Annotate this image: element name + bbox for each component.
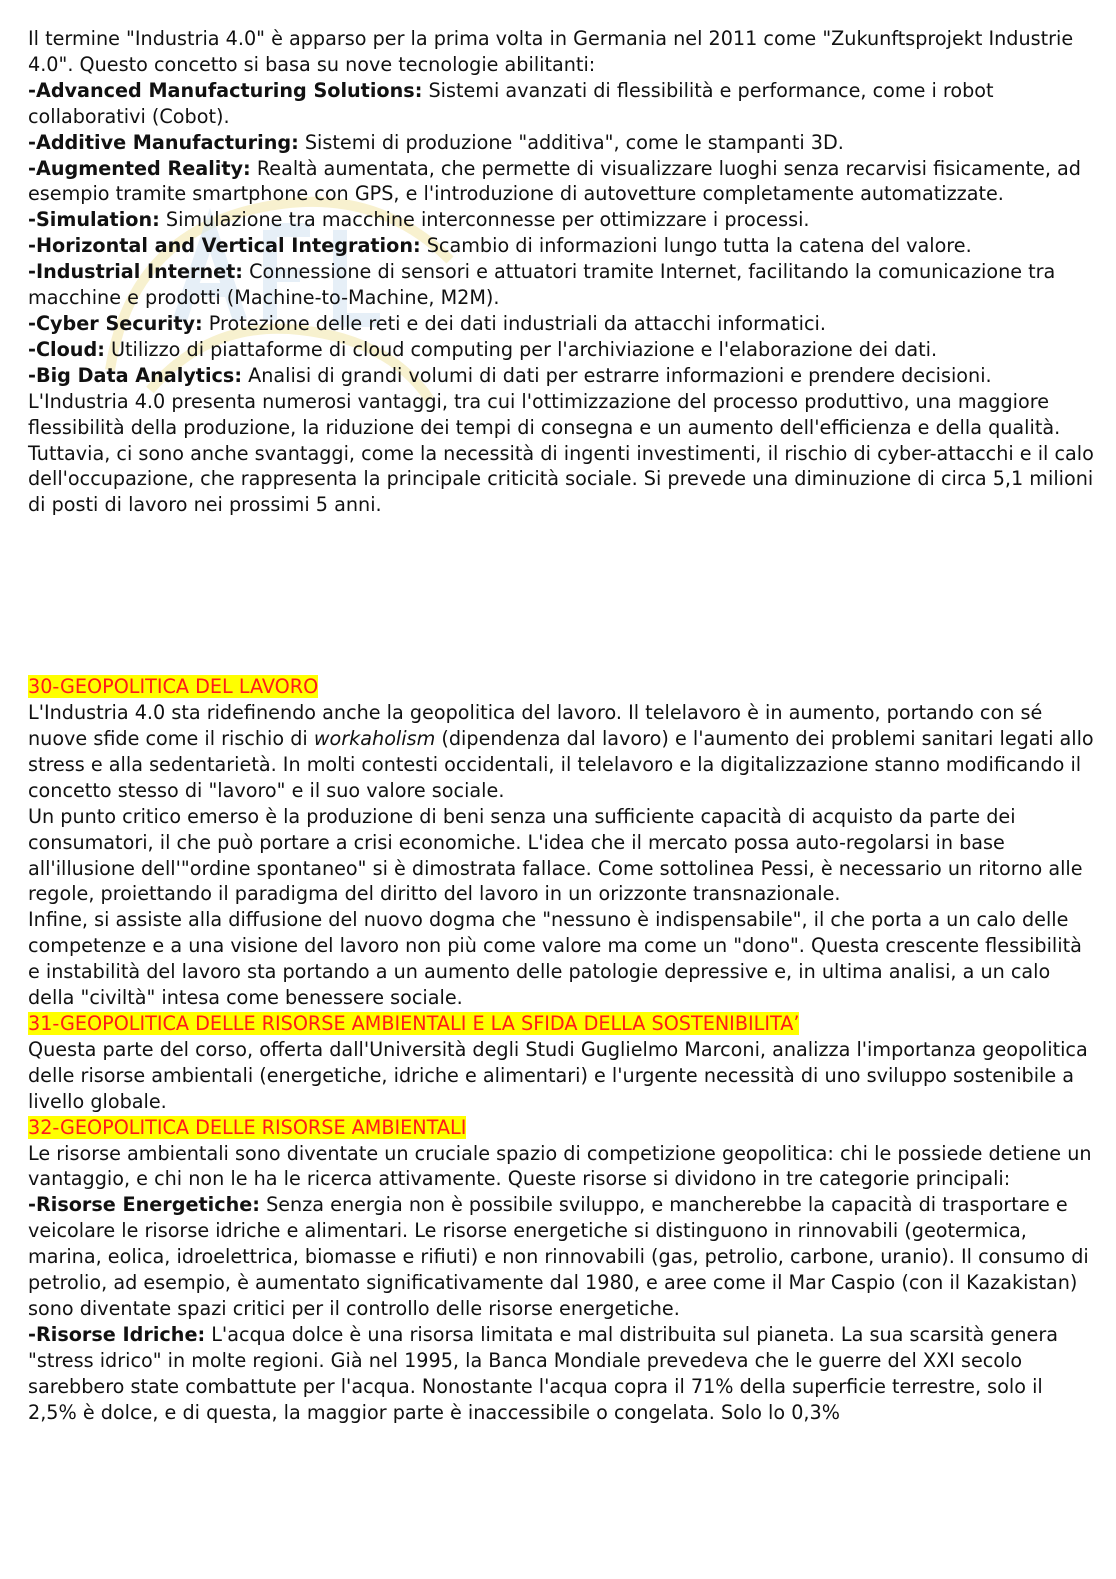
section-heading: 32-GEOPOLITICA DELLE RISORSE AMBIENTALI (28, 1115, 467, 1139)
section-heading: 31-GEOPOLITICA DELLE RISORSE AMBIENTALI E LA SFIDA DELLA SOSTENIBILITA’ (28, 1012, 800, 1035)
section-30-paragraph-1 (28, 700, 1094, 804)
tech-term: -Augmented Reality: (28, 156, 251, 180)
tech-item (28, 156, 1094, 208)
tech-text: Connessione di sensori e attuatori tramite Internet, facilitando la comunicazione tra macchine e prodotti (Machine-to-Machine, M2M). (28, 260, 1056, 310)
document-page (28, 26, 1094, 1426)
paragraph-text: (dipendenza dal lavoro) e l'aumento dei problemi sanitari legati allo stress e alla sedentarietà. In molti contesti occidentali, il telelavoro e la digitalizzazione stanno modificando il concetto stesso di "lavoro" e il suo valore sociale. (28, 727, 1094, 802)
tech-text: Sistemi di produzione "additiva", come le stampanti 3D. (298, 130, 844, 154)
section-heading: 30-GEOPOLITICA DEL LAVORO (28, 675, 319, 699)
section-31-heading-line (28, 1011, 1094, 1037)
tech-text: Simulazione tra macchine interconnesse per ottimizzare i processi. (159, 208, 810, 232)
paragraph-text: L'Industria 4.0 sta ridefinendo anche la geopolitica del lavoro. Il telelavoro è in aumento, portando con sé nuove sfide come il rischio di (28, 701, 1043, 751)
tech-text: Protezione delle reti e dei dati industriali da attacchi informatici. (202, 311, 826, 335)
intro-paragraph: Il termine "Industria 4.0" è apparso per la prima volta in Germania nel 2011 come "Zukunftsprojekt Industrie 4.0". Questo concetto si basa su nove tecnologie abilitanti: (28, 27, 1074, 76)
blank-gap (28, 518, 1094, 674)
tech-term: -Big Data Analytics: (28, 363, 243, 387)
section-30-paragraph-2: Un punto critico emerso è la produzione di beni senza una sufficiente capacità di acquisto da parte dei consumatori, il che può portare a crisi economiche. L'idea che il mercato possa auto-regolarsi in base all'illusione dell'"ordine spontaneo" si è dimostrata fallace. Come sottolinea Pessi, è necessario un ritorno alle regole, proiettando il paradigma del diritto del lavoro in un orizzonte transnazionale. (28, 804, 1083, 906)
tech-term: -Simulation: (28, 208, 160, 232)
water-item (28, 1322, 1094, 1426)
energy-text: Senza energia non è possibile sviluppo, e mancherebbe la capacità di trasportare e veicolare le risorse idriche e alimentari. Le risorse energetiche si distinguono in rinnovabili (geotermica, marina, eolica, idroelettrica, biomasse e rifiuti) e non rinnovabili (gas, petrolio, carbone, uranio). Il consumo di petrolio, ad esempio, è aumentato significativamente dal 1980, e aree come il Mar Caspio (con il Kazakistan) sono diventate spazi critici per il controllo delle risorse energetiche. (28, 1193, 1089, 1320)
tech-item (28, 130, 1094, 156)
advantages-paragraph: L'Industria 4.0 presenta numerosi vantaggi, tra cui l'ottimizzazione del processo produttivo, una maggiore flessibilità della produzione, la riduzione dei tempi di consegna e un aumento dell'efficienza e della qualità. Tuttavia, ci sono anche svantaggi, come la necessità di ingenti investimenti, il rischio di cyber-attacchi e il calo dell'occupazione, che rappresenta la principale criticità sociale. Si prevede una diminuzione di circa 5,1 milioni di posti di lavoro nei prossimi 5 anni. (28, 389, 1094, 517)
tech-term: -Cloud: (28, 337, 105, 361)
tech-item (28, 337, 1094, 363)
section-31-paragraph: Questa parte del corso, offerta dall'Università degli Studi Guglielmo Marconi, analizza l'importanza geopolitica delle risorse ambientali (energetiche, idriche e alimentari) e l'urgente necessità di uno sviluppo sostenibile a livello globale. (28, 1037, 1088, 1113)
tech-text: Sistemi avanzati di flessibilità e performance, come i robot collaborativi (Cobot). (28, 78, 994, 128)
tech-term: -Horizontal and Vertical Integration: (28, 234, 421, 258)
section-32-heading-line (28, 1115, 1094, 1141)
water-term: -Risorse Idriche: (28, 1322, 206, 1346)
italic-term: workaholism (313, 727, 436, 751)
tech-text: Utilizzo di piattaforme di cloud computing per l'archiviazione e l'elaborazione dei dati. (104, 337, 938, 361)
tech-term: -Industrial Internet: (28, 260, 243, 284)
tech-text: Analisi di grandi volumi di dati per estrarre informazioni e prendere decisioni. (242, 363, 992, 387)
tech-text: Scambio di informazioni lungo tutta la catena del valore. (420, 234, 972, 258)
tech-item (28, 233, 1094, 259)
tech-item (28, 311, 1094, 337)
tech-term: -Cyber Security: (28, 311, 203, 335)
tech-item (28, 259, 1094, 311)
section-32-paragraph: Le risorse ambientali sono diventate un cruciale spazio di competizione geopolitica: chi le possiede detiene un vantaggio, e chi non le ha le ricerca attivamente. Queste risorse si dividono in tre categorie principali: (28, 1141, 1092, 1191)
water-text: L'acqua dolce è una risorsa limitata e mal distribuita sul pianeta. La sua scarsità genera "stress idrico" in molte regioni. Già nel 1995, la Banca Mondiale prevedeva che le guerre del XXI secolo sarebbero state combattute per l'acqua. Nonostante l'acqua copra il 71% della superficie terrestre, solo il 2,5% è dolce, e di questa, la maggior parte è inaccessibile o congelata. Solo lo 0,3% (28, 1322, 1058, 1424)
section-30-heading-line (28, 674, 1094, 700)
energy-term: -Risorse Energetiche: (28, 1193, 260, 1217)
tech-item (28, 207, 1094, 233)
tech-text: Realtà aumentata, che permette di visualizzare luoghi senza recarvisi fisicamente, ad esempio tramite smartphone con GPS, e l'introduzione di autovetture completamente automatizzate. (28, 156, 1081, 206)
section-30-paragraph-3: Infine, si assiste alla diffusione del nuovo dogma che "nessuno è indispensabile", il che porta a un calo delle competenze e a una visione del lavoro non più come valore ma come un "dono". Questa crescente flessibilità e instabilità del lavoro sta portando a un aumento delle patologie depressive e, in ultima analisi, a un calo della "civiltà" intesa come benessere sociale. (28, 908, 1082, 1010)
tech-term: -Advanced Manufacturing Solutions: (28, 78, 423, 102)
energy-item (28, 1192, 1094, 1322)
tech-item (28, 78, 1094, 130)
tech-term: -Additive Manufacturing: (28, 130, 299, 154)
tech-item (28, 363, 1094, 389)
